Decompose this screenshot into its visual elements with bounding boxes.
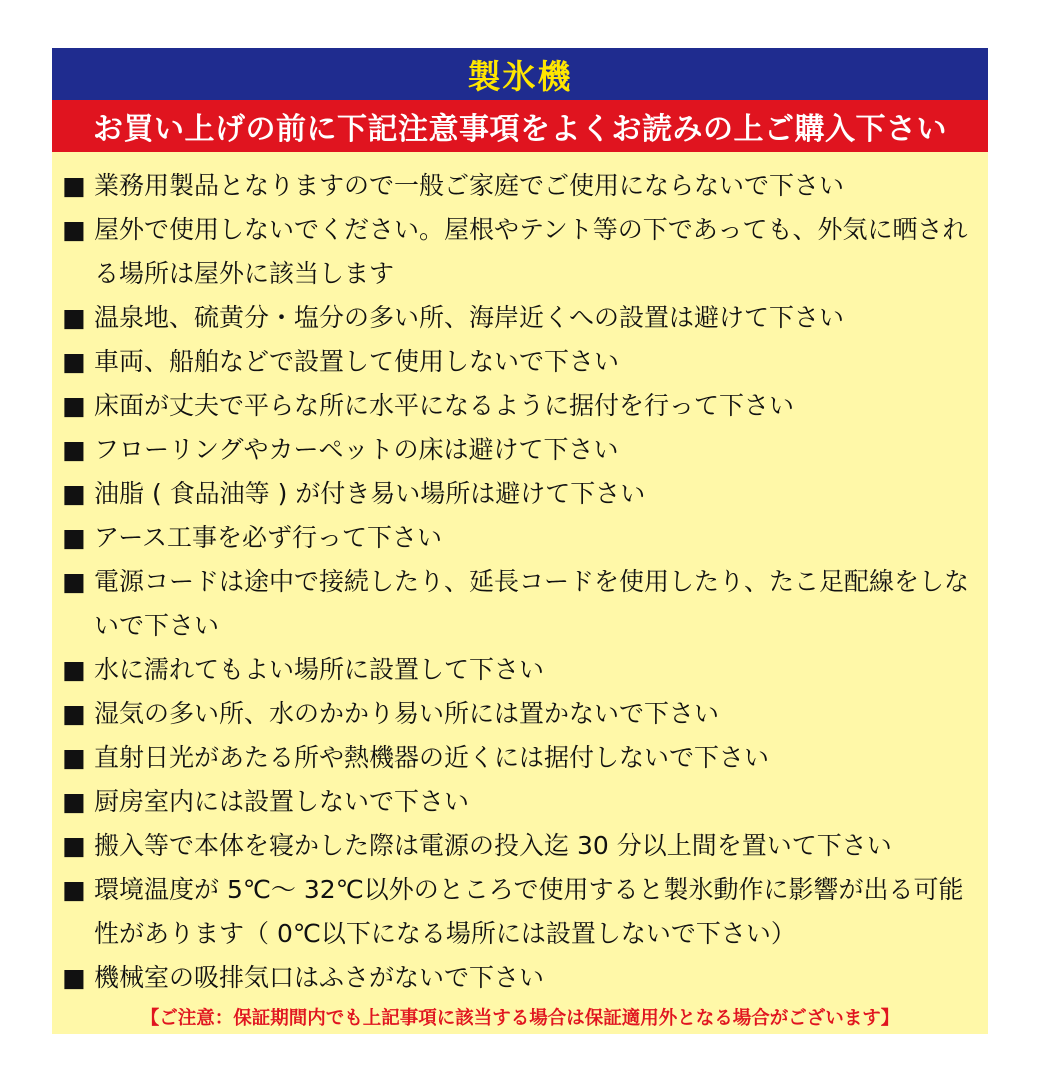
list-item-text: 環境温度が 5℃～ 32℃以外のところで使用すると製氷動作に影響が出る可能性があります（ 0℃以下になる場所には設置しないで下さい） xyxy=(94,875,964,948)
precaution-list xyxy=(52,152,988,1000)
notice-panel xyxy=(52,48,988,1034)
list-item xyxy=(52,560,988,648)
list-item xyxy=(52,208,988,296)
page-title: 製氷機 xyxy=(467,56,573,96)
list-item xyxy=(52,780,988,824)
bullet-square-icon: ■ xyxy=(62,303,86,332)
bullet-square-icon: ■ xyxy=(62,523,86,552)
list-item-text: 屋外で使用しないでください。屋根やテント等の下であっても、外気に晒される場所は屋外に該当します xyxy=(94,215,968,288)
list-item xyxy=(52,516,988,560)
list-item xyxy=(52,736,988,780)
list-item xyxy=(52,340,988,384)
list-item-text: 業務用製品となりますので一般ご家庭でご使用にならないで下さい xyxy=(94,171,845,200)
bullet-square-icon: ■ xyxy=(62,391,86,420)
list-item-text: 床面が丈夫で平らな所に水平になるように据付を行って下さい xyxy=(94,391,795,420)
list-item-text: 湿気の多い所、水のかかり易い所には置かないで下さい xyxy=(94,699,720,728)
bullet-square-icon: ■ xyxy=(62,435,86,464)
list-item-text: 搬入等で本体を寝かした際は電源の投入迄 30 分以上間を置いて下さい xyxy=(94,831,892,860)
list-item-text: 電源コードは途中で接続したり、延長コードを使用したり、たこ足配線をしないで下さい xyxy=(94,567,970,640)
list-item xyxy=(52,472,988,516)
list-item xyxy=(52,692,988,736)
list-item-text: 温泉地、硫黄分・塩分の多い所、海岸近くへの設置は避けて下さい xyxy=(94,303,845,332)
list-item xyxy=(52,428,988,472)
bullet-square-icon: ■ xyxy=(62,347,86,376)
list-item xyxy=(52,868,988,956)
bullet-square-icon: ■ xyxy=(62,655,86,684)
subtitle-bar xyxy=(52,100,988,152)
warranty-note: 【ご注意：保証期間内でも上記事項に該当する場合は保証適用外となる場合がございます】 xyxy=(140,1008,900,1029)
list-item xyxy=(52,164,988,208)
page-subtitle: お買い上げの前に下記注意事項をよくお読みの上ご購入下さい xyxy=(93,112,947,147)
bullet-square-icon: ■ xyxy=(62,875,86,904)
list-item-text: 直射日光があたる所や熱機器の近くには据付しないで下さい xyxy=(94,743,770,772)
list-item xyxy=(52,956,988,1000)
list-item-text: フローリングやカーペットの床は避けて下さい xyxy=(94,435,619,464)
bullet-square-icon: ■ xyxy=(62,699,86,728)
bullet-square-icon: ■ xyxy=(62,567,86,596)
bullet-square-icon: ■ xyxy=(62,963,86,992)
list-item-text: 機械室の吸排気口はふさがないで下さい xyxy=(94,963,545,992)
title-bar xyxy=(52,48,988,100)
bullet-square-icon: ■ xyxy=(62,171,86,200)
list-item xyxy=(52,296,988,340)
bullet-square-icon: ■ xyxy=(62,743,86,772)
list-item-text: 車両、船舶などで設置して使用しないで下さい xyxy=(94,347,620,376)
bullet-square-icon: ■ xyxy=(62,831,86,860)
list-item xyxy=(52,824,988,868)
list-item-text: アース工事を必ず行って下さい xyxy=(94,523,443,552)
bullet-square-icon: ■ xyxy=(62,787,86,816)
list-item-text: 水に濡れてもよい場所に設置して下さい xyxy=(94,655,545,684)
list-item xyxy=(52,648,988,692)
list-item xyxy=(52,384,988,428)
list-item-text: 厨房室内には設置しないで下さい xyxy=(94,787,470,816)
list-item-text: 油脂 ( 食品油等 ) が付き易い場所は避けて下さい xyxy=(94,479,646,508)
bullet-square-icon: ■ xyxy=(62,479,86,508)
bullet-square-icon: ■ xyxy=(62,215,86,244)
